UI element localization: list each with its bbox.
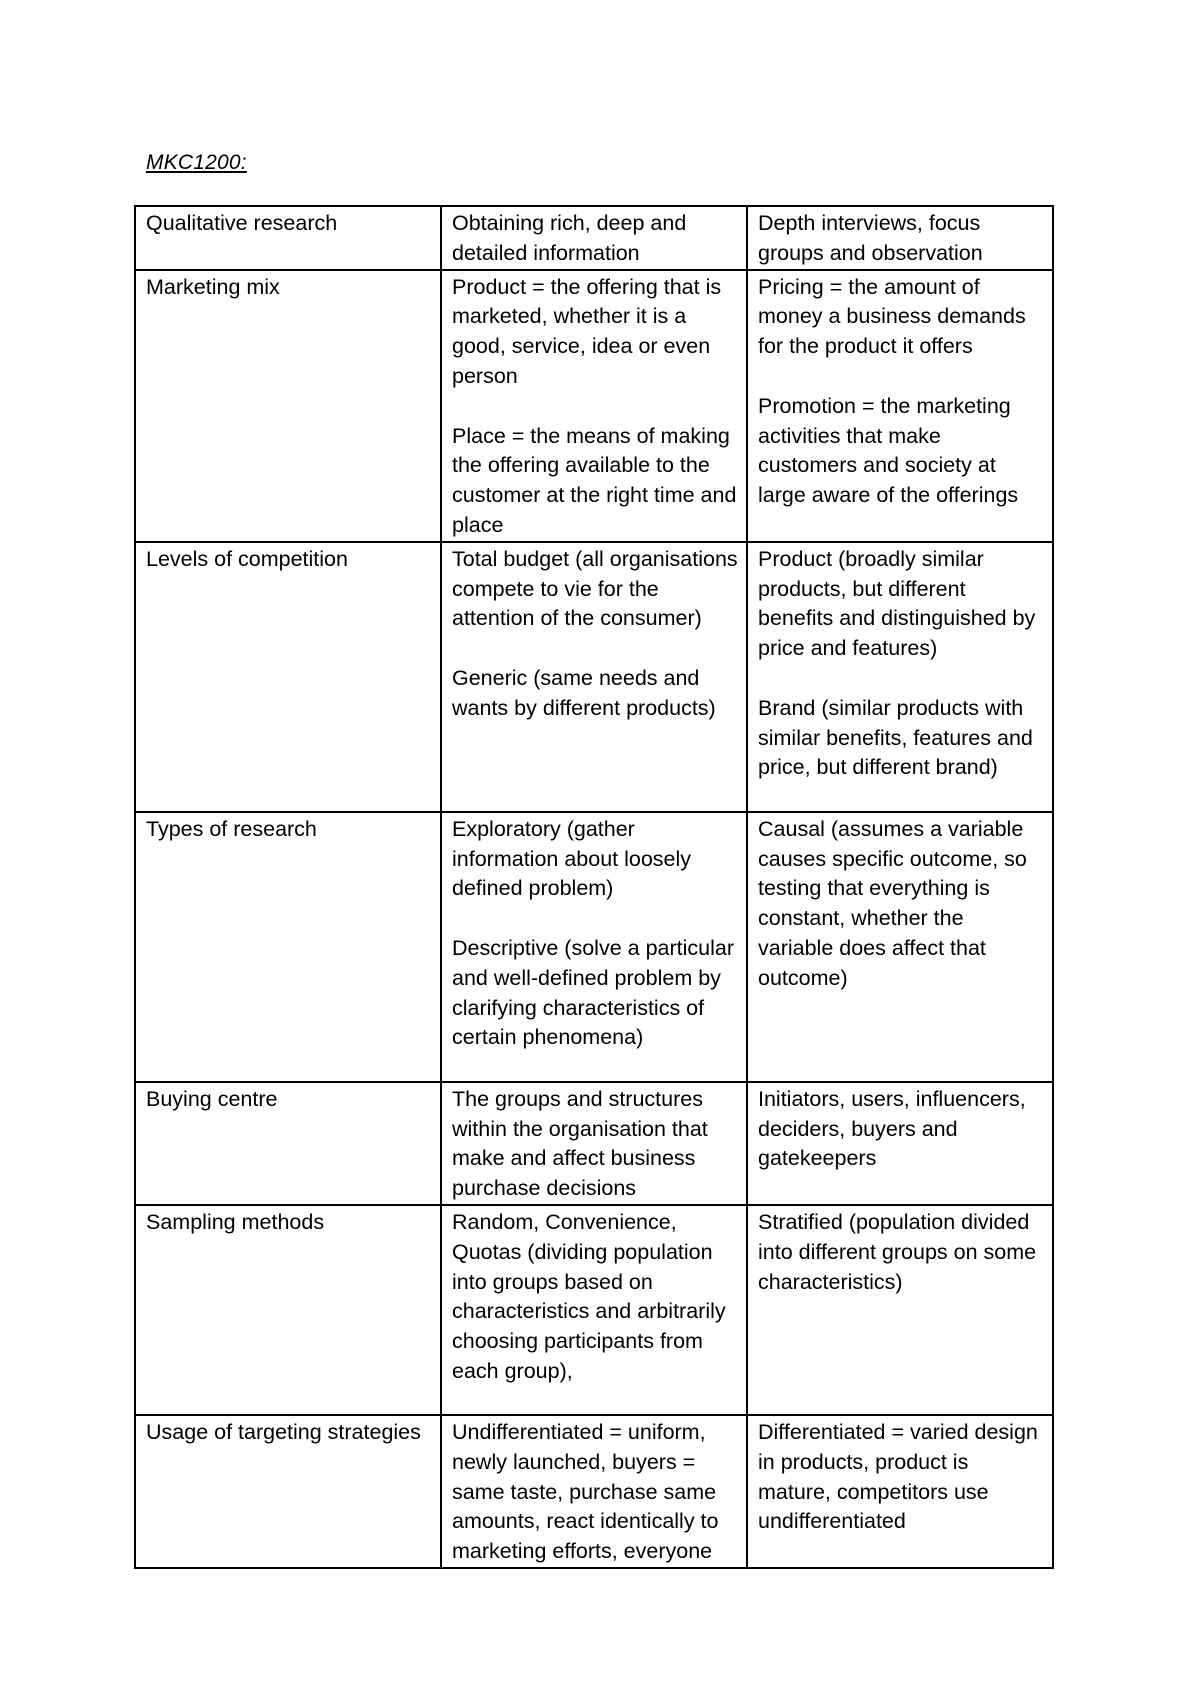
detail-cell: Product (broadly similar products, but different benefits and distinguished by price and features) Brand (similar products with similar benefits, features and price, but different brand) [747,542,1053,812]
definition-cell: Exploratory (gather information about loosely defined problem) Descriptive (solve a particular and well-defined problem by clarifying characteristics of certain phenomena) [441,812,747,1082]
table-row [135,812,1053,1082]
topic-cell: Levels of competition [135,542,441,812]
topic-cell: Marketing mix [135,270,441,542]
topic-cell: Qualitative research [135,206,441,270]
table-row [135,1082,1053,1205]
table-row [135,1205,1053,1415]
detail-cell: Differentiated = varied design in products, product is mature, competitors use undifferentiated [747,1415,1053,1568]
table-row [135,206,1053,270]
topic-cell: Sampling methods [135,1205,441,1415]
definition-cell: The groups and structures within the organisation that make and affect business purchase decisions [441,1082,747,1205]
definition-cell: Obtaining rich, deep and detailed information [441,206,747,270]
table-row [135,542,1053,812]
definition-cell: Total budget (all organisations compete to vie for the attention of the consumer) Generic (same needs and wants by different products) [441,542,747,812]
topic-cell: Types of research [135,812,441,1082]
topic-cell: Buying centre [135,1082,441,1205]
table-row [135,1415,1053,1568]
document-title: MKC1200: [146,151,247,174]
definition-cell: Product = the offering that is marketed, whether it is a good, service, idea or even person Place = the means of making the offering available to the customer at the right time and place [441,270,747,542]
topic-cell: Usage of targeting strategies [135,1415,441,1568]
detail-cell: Initiators, users, influencers, deciders, buyers and gatekeepers [747,1082,1053,1205]
detail-cell: Depth interviews, focus groups and observation [747,206,1053,270]
detail-cell: Causal (assumes a variable causes specific outcome, so testing that everything is constant, whether the variable does affect that outcome) [747,812,1053,1082]
definition-cell: Random, Convenience, Quotas (dividing population into groups based on characteristics and arbitrarily choosing participants from each group), [441,1205,747,1415]
detail-cell: Stratified (population divided into different groups on some characteristics) [747,1205,1053,1415]
detail-cell: Pricing = the amount of money a business demands for the product it offers Promotion = the marketing activities that make customers and society at large aware of the offerings [747,270,1053,542]
table-row [135,270,1053,542]
definition-cell: Undifferentiated = uniform, newly launched, buyers = same taste, purchase same amounts, react identically to marketing efforts, everyone [441,1415,747,1568]
notes-table [134,205,1054,1569]
